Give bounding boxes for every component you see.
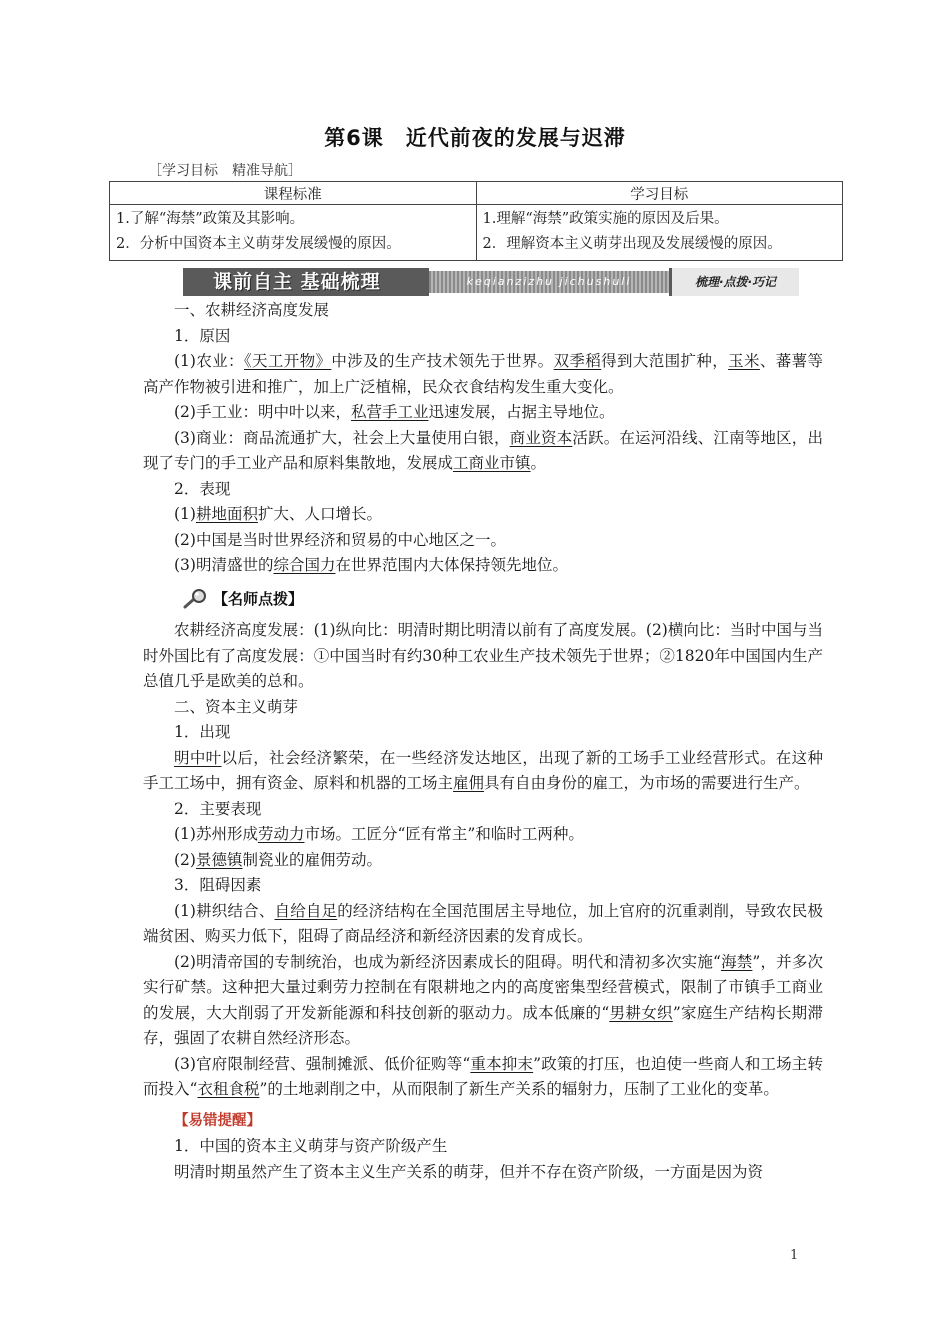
fill-blank: 双季稻	[553, 352, 602, 370]
banner-tag: 梳理·点拨·巧记	[669, 268, 799, 296]
paragraph: (1)耕地面积扩大、人口增长。	[174, 505, 382, 523]
banner-title: 课前自主 基础梳理	[183, 268, 429, 296]
fill-blank: 海禁	[720, 952, 753, 971]
paragraph: (1)耕织结合、自给自足的经济结构在全国范围居主导地位，加上官府的沉重剥削，导致农民极端贫困、购买力低下，阻碍了商品经济和新经济因素的发育成长。	[143, 901, 823, 945]
learning-goal-cell	[476, 205, 843, 261]
sub-heading: 1．中国的资本主义萌芽与资产阶级产生	[174, 1137, 448, 1155]
goals-table	[109, 181, 843, 261]
fill-blank: 工商业市镇	[453, 454, 531, 472]
fill-blank: 劳动力	[257, 825, 305, 843]
paragraph: (1)农业：《天工开物》中涉及的生产技术领先于世界。双季稻得到大范围扩种，玉米、蕃薯等高产作物被引进和推广，加上广泛植棉，民众衣食结构发生重大变化。	[143, 352, 823, 396]
paragraph: 明清时期虽然产生了资本主义生产关系的萌芽，但并不存在资产阶级，一方面是因为资	[174, 1162, 764, 1181]
header-learning-goal: 学习目标	[476, 182, 843, 205]
fill-blank: 《天工开物》	[243, 352, 332, 370]
sub-heading: 1．原因	[174, 326, 231, 345]
tip-text: 农耕经济高度发展：(1)纵向比：明清时期比明清以前有了高度发展。(2)横向比：当时中国与当时外国比有了高度发展：①中国当时有约30种工农业生产技术领先于世界；②1820年中国国内生产总值几乎是欧美的总和。	[143, 621, 823, 690]
fill-blank: 景德镇	[195, 850, 243, 869]
teacher-tip-label: 【名师点拨】	[213, 589, 304, 608]
sub-heading: 2．表现	[174, 479, 231, 498]
page-number: 1	[790, 1248, 799, 1263]
sub-heading: 3．阻碍因素	[174, 876, 262, 894]
goal-item: 2．理解资本主义萌芽出现及发展缓慢的原因。	[482, 236, 782, 252]
section-banner	[183, 268, 799, 296]
fill-blank: 明中叶	[174, 748, 222, 767]
fill-blank: 雇佣	[453, 774, 485, 792]
paragraph: (3)商业：商品流通扩大，社会上大量使用白银，商业资本活跃。在运河沿线、江南等地区，出现了专门的手工业产品和原料集散地，发展成工商业市镇。	[143, 428, 823, 472]
sub-heading: 2．主要表现	[174, 799, 262, 818]
lesson-title: 第6课 近代前夜的发展与迟滞	[324, 126, 626, 150]
goals-table-header	[110, 182, 843, 205]
paragraph: 明中叶以后，社会经济繁荣，在一些经济发达地区，出现了新的工场手工业经营形式。在这种手工工场中，拥有资金、原料和机器的工场主雇佣具有自由身份的雇工，为市场的需要进行生产。	[143, 748, 823, 792]
fill-blank: 衣租食税	[197, 1080, 260, 1098]
teacher-tip-heading	[183, 587, 823, 613]
course-standard-cell	[110, 205, 477, 261]
body-text	[143, 298, 823, 1185]
fill-blank: 男耕女织	[609, 1003, 673, 1022]
study-goal-label: ［学习目标 精准导航］	[148, 163, 302, 179]
goals-table-row	[110, 205, 843, 261]
paragraph: (2)明清帝国的专制统治，也成为新经济因素成长的阻碍。明代和清初多次实施“海禁”，并多次实行矿禁。这种把大量过剩劳力控制在有限耕地之内的高度密集型经营模式，限制了市镇手工商业的发展，大大削弱了开发新能源和科技创新的驱动力。成本低廉的“男耕女织”家庭生产结构长期滞存，强固了农耕自然经济形态。	[143, 952, 823, 1047]
magnifier-icon	[183, 589, 209, 609]
sub-heading: 1．出现	[174, 723, 231, 741]
standard-item: 2．分析中国资本主义萌芽发展缓慢的原因。	[116, 236, 401, 252]
paragraph: (3)明清盛世的综合国力在世界范围内大体保持领先地位。	[174, 556, 568, 574]
goal-item: 1.理解“海禁”政策实施的原因及后果。	[482, 211, 729, 227]
fill-blank: 玉米	[728, 352, 760, 370]
paragraph: (2)景德镇制瓷业的雇佣劳动。	[174, 850, 382, 869]
section-heading: 二、资本主义萌芽	[174, 697, 299, 716]
section-heading: 一、农耕经济高度发展	[174, 301, 330, 319]
paragraph: (3)官府限制经营、强制摊派、低价征购等“重本抑末”政策的打压，也迫使一些商人和工场主转而投入“衣租食税”的土地剥削之中，从而限制了新生产关系的辐射力，压制了工业化的变革。	[143, 1054, 823, 1098]
paragraph: (1)苏州形成劳动力市场。工匠分“匠有常主”和临时工两种。	[174, 825, 584, 843]
warning-heading	[143, 1108, 823, 1135]
fill-blank: 综合国力	[273, 556, 336, 574]
banner-pinyin: keqianzizhu jichushuli	[429, 271, 669, 293]
fill-blank: 商业资本	[509, 428, 573, 447]
warning-label: 【易错提醒】	[174, 1112, 261, 1129]
fill-blank: 自给自足	[274, 901, 338, 920]
fill-blank: 重本抑末	[470, 1054, 534, 1073]
fill-blank: 私营手工业	[350, 403, 429, 421]
paragraph: (2)手工业：明中叶以来，私营手工业迅速发展，占据主导地位。	[174, 403, 615, 421]
paragraph: (2)中国是当时世界经济和贸易的中心地区之一。	[174, 530, 506, 549]
standard-item: 1.了解“海禁”政策及其影响。	[116, 211, 305, 227]
header-course-standard: 课程标准	[110, 182, 477, 205]
fill-blank: 耕地面积	[195, 505, 258, 523]
